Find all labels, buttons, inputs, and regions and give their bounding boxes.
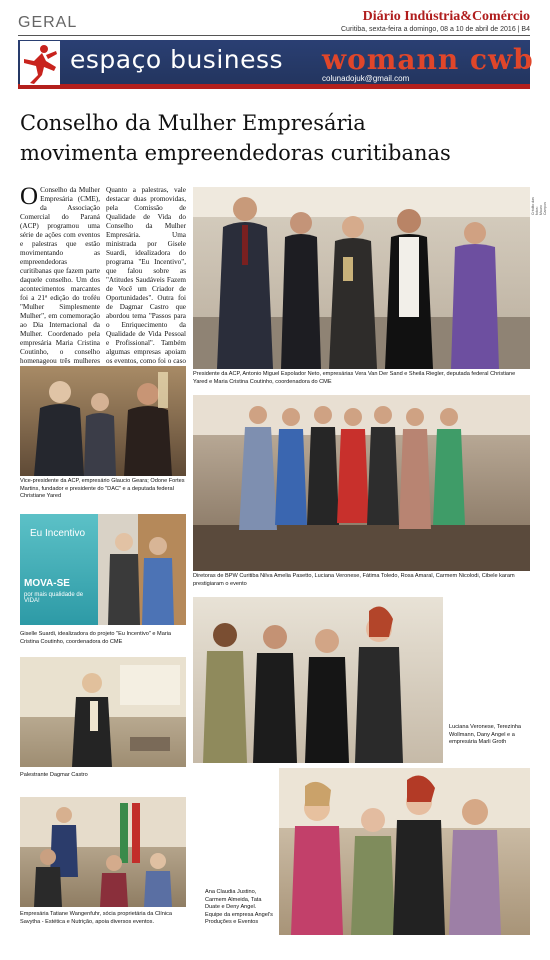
caption-four-women: Luciana Veronese, Terezinha Wollmann, Dany Angel e a empresária Marli Groth [449, 724, 522, 746]
eu-incentivo-line-2: por mais qualidade de VIDA! [24, 592, 84, 604]
photo-greeting [20, 366, 186, 476]
caption-bpw-directors: Diretoras de BPW Curitiba Nilva Amelia Pasetto, Luciana Veronese, Fátima Toledo, Rosa Amaral, Carmem Nicolodi, Cibele karam prestigiaram o evento [193, 573, 515, 587]
angels-team-illustration [279, 768, 530, 935]
photo-clinic [20, 797, 186, 907]
column-title: espaço business [70, 45, 284, 74]
person-2 [281, 212, 321, 369]
column-email: colunadojuk@gmail.com [322, 74, 410, 83]
four-women-illustration [193, 597, 443, 763]
caption-angels-team: Ana Claudia Justino, Carmem Almeida, Tata Duate e Deny Angel. Equipe da empresa Angel's Produções e Eventos [205, 889, 273, 926]
newspaper-masthead: Diário Indústria&Comércio [362, 9, 530, 24]
greeting-illustration [20, 366, 186, 476]
eu-incentivo-banner [20, 514, 98, 625]
clinic-illustration [20, 797, 186, 907]
photo-speaker [20, 657, 186, 767]
caption-speaker: Palestrante Dagmar Castro [20, 772, 88, 778]
header-rule [18, 35, 530, 36]
article-column-2: Quanto a palestras, vale destacar duas promovidas, pela Comissão de Qualidade de Vida do Conselho da Mulher Empresária. Uma ministrada por Gisele Suardi, idealizadora do programa "Eu Incentivo", que falou sobre as "Atitudes Saudáveis Fazem de Você um Criador de Oportunidades". Outra foi de Dagmar Castro que abordou tema "Passos para o Enriquecimento da Qualidade de Vida Pessoal e Profissional". Também algumas empresas apoiam os eventos, como foi o caso [106, 186, 186, 365]
eu-incentivo-line-1: MOVA-SE [24, 578, 70, 589]
eu-incentivo-title: Eu Incentivo [30, 528, 86, 539]
article-headline [20, 108, 530, 168]
speaker-illustration [20, 657, 186, 767]
person-1 [217, 197, 273, 369]
person-4 [385, 209, 433, 369]
caption-greeting: Vice-presidente da ACP, empresário Glaucio Geara; Odone Fortes Martins, fundador e presidente do "DAC" e a deputada federal Christiane Yared [20, 478, 185, 500]
photo-bpw-directors [193, 395, 530, 571]
column-brand: womann cwb [322, 43, 534, 76]
eu-incentivo-people [98, 514, 186, 625]
photo-angels-team [279, 768, 530, 935]
photo-award-group [193, 187, 530, 369]
dancer-logo-icon [20, 41, 60, 85]
drop-cap: O [20, 183, 39, 210]
person-5 [451, 222, 499, 369]
bpw-directors-illustration [193, 395, 530, 571]
caption-clinic: Empresária Tatiane Wangenfuhr, sócia proprietária da Clínica Savytha - Estética e Nutrição, apoia diversos eventos. [20, 911, 173, 925]
person-3 [329, 216, 377, 369]
award-group-illustration [193, 187, 530, 369]
section-label: GERAL [18, 14, 78, 31]
caption-eu-incentivo: Giselle Suardi, idealizadora do projeto "Eu Incentivo" e Maria Cristina Coutinho, coordenadora do CME [20, 631, 172, 645]
banner-red-stripe [18, 84, 530, 89]
caption-award-group: Presidente da ACP, Antonio Miguel Espolador Neto, empresárias Vera Van Der Sand e Sheila Riegler, deputada federal Christiane Yared e Maria Cristina Coutinho, coordenadora do CME [193, 371, 516, 385]
article-column-1 [20, 183, 100, 366]
headline-line-2: movimenta empreendedoras curitibanas [20, 141, 451, 165]
headline-line-1: Conselho da Mulher Empresária [20, 111, 366, 135]
photo-eu-incentivo [20, 514, 186, 625]
column-1-text: Conselho da Mulher Empresária (CME), da Associação Comercial do Paraná (ACP) programou uma série de ações com eventos e palestras que estão movimentando as empreendedoras curitibanas que fazem parte daquele conselho. Um dos acontecimentos marcantes foi a 21ª edição do troféu "Mulher Simplesmente Mulher", em comemoração ao Dia Internacional da Mulher. Coordenado pela empresária Maria Cristina Coutinho, o conselho homenageou três mulheres [20, 186, 100, 365]
photo-four-women [193, 597, 443, 763]
photo-credit: Crédito das fotos: Mauro Campos [531, 197, 547, 215]
dateline: Curitiba, sexta-feira a domingo, 08 a 10 de abril de 2016 | B4 [341, 26, 530, 33]
